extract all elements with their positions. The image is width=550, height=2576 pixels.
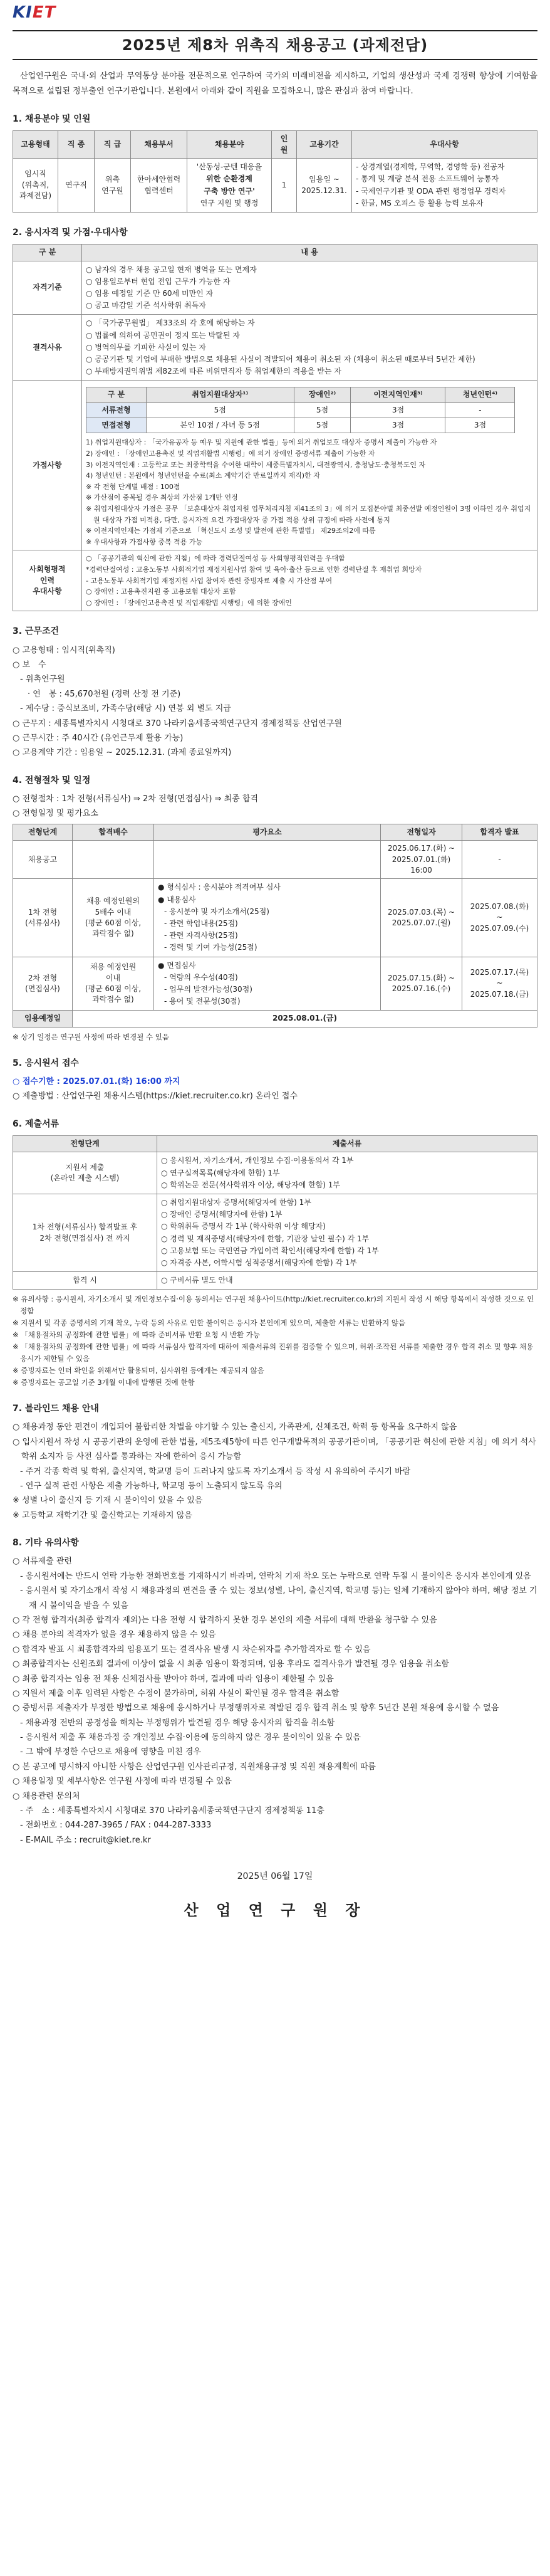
documents-notes — [13, 1293, 537, 1389]
qualification-item: ○ 공고 마감일 기준 석사학위 취득자 — [86, 301, 206, 310]
bonus-cell: 3점 — [351, 402, 445, 418]
disqualification-item: ○ 법률에 의하여 공민권이 정지 또는 박탈된 자 — [86, 330, 240, 340]
disqualification-item: ○ 「국가공무원법」 제33조의 각 호에 해당하는 자 — [86, 318, 255, 328]
doc-note: ※ 「채용절차의 공정화에 관한 법률」에 따라 서류심사 합격자에 대하여 제출서류의 진위를 검증할 수 있으며, 허위·조작된 서류를 제출한 경우 합격 취소 및 향후 채용 응시가 제한될 수 있음 — [13, 1342, 534, 1364]
condition-line: ○ 보 수 — [13, 660, 46, 670]
bonus-row — [86, 418, 515, 433]
doc-stage-cell: 지원서 제출 (온라인 제출 시스템) — [13, 1152, 157, 1194]
other-line: - 응시원서 제출 후 채용과정 중 개인정보 수집·이용에 동의하지 않은 경우 불이익이 있을 수 있음 — [20, 1733, 361, 1743]
blind-line: - 연구 실적 관련 사항은 제출 가능하나, 학교명 등이 노출되지 않도록 유의 — [20, 1481, 283, 1491]
section-4-title: 4. 전형절차 및 일정 — [13, 775, 91, 786]
cell-period: 임용일 ~ 2025.12.31. — [297, 159, 352, 213]
bonus-note: 3) 이전지역인재 : 고등학교 또는 최종학력을 수여한 대학이 세종특별자치시, 대전광역시, 충청남도·충청북도인 자 — [86, 460, 426, 469]
cell-grade: 위촉 연구원 — [95, 159, 131, 213]
blind-line: - 주거 각종 학력 및 학위, 출신지역, 학교명 등이 드러나지 않도록 자기소개서 등 작성 시 유의하여 주시기 바람 — [20, 1466, 411, 1476]
header-doc-list: 제출서류 — [157, 1136, 537, 1152]
selection-process — [13, 792, 537, 821]
header-field: 채용분야 — [187, 131, 272, 159]
multiplier-cell: 채용 예정인원의 5배수 이내 (평균 60점 이상, 과락점수 없) — [73, 879, 154, 957]
qualification-item: ○ 임용 예정일 기준 만 60세 미만인 자 — [86, 288, 214, 298]
multiplier-cell: 채용 예정인원 이내 (평균 60점 이상, 과락점수 없) — [73, 957, 154, 1011]
doc-note: ※ 증빙자료는 공고일 기준 3개월 이내에 발행된 것에 한함 — [13, 1378, 195, 1387]
bonus-row — [86, 402, 515, 418]
header-job: 직 종 — [58, 131, 95, 159]
other-line: - 주 소 : 세종특별자치시 시청대로 370 나라키움세종국책연구단지 경제정책동 11층 — [20, 1806, 324, 1816]
doc-note: ※ 「채용절차의 공정화에 관한 법률」에 따라 준비서류 반환 요청 시 반환 가능 — [13, 1330, 261, 1340]
cell-job: 연구직 — [58, 159, 95, 213]
bonus-header: 장애인²⁾ — [294, 387, 351, 402]
cell-preferences — [352, 159, 537, 213]
section-2-title: 2. 응시자격 및 가점·우대사항 — [13, 227, 128, 238]
doc-note: ※ 지원서 및 각종 증명서의 기재 착오, 누락 등의 사유로 인한 불이익은 응시자 본인에게 있으며, 제출한 서류는 반환하지 않음 — [13, 1318, 406, 1328]
doc-note: ※ 증빙자료는 인터 확인을 위해서만 활용되며, 심사위원 등에게는 제공되지 않음 — [13, 1366, 264, 1375]
section-7-title: 7. 블라인드 채용 안내 — [13, 1404, 99, 1414]
multiplier-cell — [73, 841, 154, 879]
date-cell: 2025.07.03.(목) ~ 2025.07.07.(월) — [381, 879, 462, 957]
blind-line: ※ 고등학교 재학기간 및 출신학교는 기재하지 않음 — [13, 1510, 192, 1520]
application-info — [13, 1075, 537, 1104]
logo-et: ET — [32, 3, 56, 23]
cell-dept: 한아세안협력 협력센터 — [131, 159, 187, 213]
condition-line: ○ 고용형태 : 임시직(위촉직) — [13, 645, 115, 655]
cell-count: 1 — [272, 159, 297, 213]
other-line: ○ 본 공고에 명시하지 아니한 사항은 산업연구원 인사관리규정, 직원채용규정 및 직원 채용계획에 따름 — [13, 1762, 376, 1772]
doc-item: ○ 취업지원대상자 증명서(해당자에 한함) 1부 — [161, 1198, 311, 1207]
other-line: - 그 밖에 부정한 수단으로 채용에 영향을 미친 경우 — [20, 1747, 201, 1757]
eval-item: - 관련 자격사항(25점) — [164, 931, 238, 940]
header-date: 전형일자 — [381, 824, 462, 840]
bonus-cell: 서류전형 — [86, 402, 147, 418]
evaluation-cell — [154, 841, 381, 879]
bonus-header: 이전지역인재³⁾ — [351, 387, 445, 402]
doc-note: ※ 유의사항 : 응시원서, 자기소개서 및 개인정보수집·이용 동의서는 연구원 채용사이트(http://kiet.recruiter.co.kr)의 지원서 작성 시 해당 항목에서 작성한 것으로 인정함 — [13, 1295, 534, 1316]
bonus-cell: 5점 — [146, 402, 294, 418]
qualifications-list — [82, 261, 537, 315]
eval-item: - 경력 및 기여 가능성(25점) — [164, 943, 257, 952]
row-social-equity — [13, 550, 537, 611]
bonus-note: ※ 이전지역인재는 가점제 기준으로 「혁신도시 조성 및 발전에 관한 특별법」 제29조의2에 따름 — [86, 527, 376, 535]
condition-line: ○ 근무지 : 세종특별자치시 시청대로 370 나라키움세종국책연구단지 경제정책동 산업연구원 — [13, 718, 342, 728]
schedule-table — [13, 824, 537, 1028]
documents-row — [13, 1152, 537, 1194]
announce-cell: 2025.07.17.(목) ~ 2025.07.18.(금) — [462, 957, 537, 1011]
social-equity-item: *경력단절여성 : 고용노동부 사회적기업 재정지원사업 참여 및 육아·출산 등으로 인한 경력단절 후 재취업 희망자 — [86, 565, 422, 574]
doc-item: ○ 구비서류 별도 안내 — [161, 1276, 233, 1285]
page-title: 2025년 제8차 위촉직 채용공고 (과제전담) — [122, 36, 428, 54]
field-line: 위한 순환경제 — [206, 174, 252, 184]
bonus-cell: - — [445, 402, 515, 418]
header-doc-stage: 전형단계 — [13, 1136, 157, 1152]
social-equity-item: - 고용노동부 사회적기업 재정지원 사업 참여자 관련 증빙자료 제출 시 가산점 부여 — [86, 576, 333, 585]
evaluation-cell — [154, 879, 381, 957]
eval-item: - 업무의 발전가능성(30점) — [164, 984, 252, 994]
header-announce: 합격자 발표 — [462, 824, 537, 840]
pref-item: - 국제연구기관 및 ODA 관련 행정업무 경력자 — [356, 186, 506, 196]
date-cell: 2025.07.15.(화) ~ 2025.07.16.(수) — [381, 957, 462, 1011]
header-content: 내 용 — [82, 244, 537, 261]
row-disqualifications — [13, 315, 537, 381]
row-qualifications — [13, 261, 537, 315]
bonus-cell: 면접전형 — [86, 418, 147, 433]
condition-line: - 위촉연구원 — [20, 675, 65, 685]
other-line: - 응시원서 및 자기소개서 작성 시 채용과정의 편견을 줄 수 있는 정보(성별, 나이, 출신지역, 학교명 등)는 일체 기재하지 않아야 하며, 해당 정보 기재 시 불이익을 받을 수 있음 — [20, 1586, 537, 1611]
recruitment-table — [13, 130, 537, 213]
bonus-points-content — [82, 381, 537, 550]
other-line: - 채용과정 전반의 공정성을 해치는 부정행위가 발견될 경우 해당 응시자의 합격을 취소함 — [20, 1718, 335, 1728]
field-line: 구축 방안 연구' — [204, 186, 255, 196]
section-1-title: 1. 채용분야 및 인원 — [13, 114, 91, 125]
other-notes — [13, 1554, 537, 1848]
process-line: ○ 전형절차 : 1차 전형(서류심사) ⇒ 2차 전형(면접심사) ⇒ 최종 합격 — [13, 794, 258, 804]
other-line: ○ 지원서 제출 이후 입력된 사항은 수정이 불가하며, 허위 사실이 확인될 경우 합격을 취소함 — [13, 1688, 340, 1698]
label-social-equity: 사회형평적 인력 우대사항 — [13, 550, 82, 611]
bonus-points-table — [86, 387, 515, 433]
header-employment-type: 고용형태 — [13, 131, 58, 159]
row-bonus-points — [13, 381, 537, 550]
schedule-row-posting — [13, 841, 537, 879]
pref-item: - 통계 및 계량 분석 전용 소프트웨어 능통자 — [356, 174, 499, 184]
schedule-row-interview — [13, 957, 537, 1011]
other-line: - 응시원서에는 반드시 연락 가능한 전화번호를 기재하시기 바라며, 연락처 기재 착오 또는 누락으로 연락 두절 시 불이익은 응시자 본인에게 있음 — [20, 1571, 531, 1581]
social-equity-item: ○ 장애인 : 고용촉진지원 중 고용보험 대상자 포함 — [86, 587, 236, 596]
blind-line: ※ 성별 나이 출신지 등 기재 시 불이익이 있을 수 있음 — [13, 1496, 203, 1506]
issuer-signature: 산 업 연 구 원 장 — [184, 1901, 366, 1919]
bonus-notes — [86, 437, 533, 547]
field-line: '산동성-군텐 대응을 — [196, 162, 262, 172]
other-line: ○ 합격자 발표 시 최종합격자의 임용포기 또는 결격사유 발생 시 차순위자를 추가합격자로 할 수 있음 — [13, 1644, 371, 1654]
other-line: ○ 서류제출 관련 — [13, 1557, 72, 1567]
eval-item: - 응시분야 및 자기소개서(25점) — [164, 907, 269, 916]
pref-item: - 상경계열(경제학, 무역학, 경영학 등) 전공자 — [356, 162, 505, 172]
header-count: 인 원 — [272, 131, 297, 159]
documents-row — [13, 1194, 537, 1272]
recruitment-row — [13, 159, 537, 213]
bonus-cell: 3점 — [445, 418, 515, 433]
bonus-note: 4) 청년인턴 : 본원에서 청년인턴을 수료(최소 계약기간 만료일까지 재직)한 자 — [86, 471, 320, 480]
kiet-logo — [13, 0, 537, 25]
doc-item: ○ 연구실적목록(해당자에 한함) 1부 — [161, 1168, 280, 1177]
doc-item: ○ 학위논문 전문(석사학위자 이상, 해당자에 한함) 1부 — [161, 1180, 341, 1189]
schedule-header-row — [13, 824, 537, 840]
blind-line: ○ 입사지원서 작성 시 공공기관의 운영에 관한 법률, 제5조제5항에 따른 연구개발목적의 공공기관이며, 「공공기관 혁신에 관한 지침」에 의거 석사학위 소지자 등 사전 심사를 통과하는 자에 한하여 응시 가능함 — [13, 1437, 536, 1462]
label-qualifications: 자격기준 — [13, 261, 82, 315]
announce-cell: - — [462, 841, 537, 879]
social-equity-list — [82, 550, 537, 611]
bonus-header: 취업지원대상자¹⁾ — [146, 387, 294, 402]
condition-line: - 제수당 : 중식보조비, 가족수당(해당 시) 연봉 외 별도 지급 — [20, 704, 231, 714]
eval-item: ● 내용심사 — [158, 895, 196, 904]
other-line: ○ 채용일정 및 세부사항은 연구원 사정에 따라 변경될 수 있음 — [13, 1777, 232, 1787]
qualification-item: ○ 임용일로부터 현업 전입 근무가 가능한 자 — [86, 276, 231, 286]
deadline-line: ○ 접수기한 : 2025.07.01.(화) 16:00 까지 — [13, 1076, 180, 1086]
date-cell: 2025.06.17.(화) ~ 2025.07.01.(화) 16:00 — [381, 841, 462, 879]
blind-hiring-info — [13, 1420, 537, 1523]
other-line: ○ 채용관련 문의처 — [13, 1791, 80, 1801]
eval-item: ● 형식심사 : 응시분야 적격여부 심사 — [158, 883, 281, 892]
header-period: 고용기간 — [297, 131, 352, 159]
other-line: ○ 채용 분야의 적격자가 없을 경우 채용하지 않을 수 있음 — [13, 1630, 216, 1640]
bonus-cell: 5점 — [294, 418, 351, 433]
disqualification-item: ○ 부패방지권익위법 제82조에 따른 비위면직자 등 취업제한의 적용을 받는 자 — [86, 367, 341, 376]
intro-paragraph: 산업연구원은 국내·외 산업과 무역통상 분야를 전문적으로 연구하여 국가의 미래비전을 제시하고, 기업의 생산성과 국제 경쟁력 향상에 기여함을 목적으로 설립된 정부출연 연구기관입니다. 본원에서 아래와 같이 직원을 모집하오니, 많은 관심과 참여 바랍니다. — [13, 71, 537, 97]
bonus-note: ※ 우대사항과 가점사항 중복 적용 가능 — [86, 537, 203, 546]
header-dept: 채용부서 — [131, 131, 187, 159]
doc-stage-cell: 합격 시 — [13, 1272, 157, 1290]
eval-item: - 역량의 우수성(40점) — [164, 972, 238, 982]
disqualification-item: ○ 공공기관 및 기업에 부패한 방법으로 채용된 사실이 적발되어 채용이 취소된 자 (채용이 취소된 때로부터 5년간 제한) — [86, 354, 475, 364]
header-category: 구 분 — [13, 244, 82, 261]
bonus-header: 청년인턴⁴⁾ — [445, 387, 515, 402]
pref-item: - 한글, MS 오피스 등 활용 능력 보유자 — [356, 198, 484, 208]
bonus-header: 구 분 — [86, 387, 147, 402]
bonus-note: ※ 각 전형 단계별 배점 : 100점 — [86, 482, 180, 491]
schedule-row-appointment — [13, 1011, 537, 1027]
field-line: 연구 지원 및 행정 — [200, 198, 259, 208]
bonus-note: 1) 취업지원대상자 : 「국가유공자 등 예우 및 지원에 관한 법률」등에 의거 취업보호 대상자 증명서 제출이 가능한 자 — [86, 438, 437, 447]
header-evaluation: 평가요소 — [154, 824, 381, 840]
stage-cell: 2차 전형 (면접심사) — [13, 957, 73, 1011]
other-line: - 전화번호 : 044-287-3965 / FAX : 044-287-3333 — [20, 1821, 212, 1831]
header-multiplier: 합격배수 — [73, 824, 154, 840]
doc-list-cell — [157, 1194, 537, 1272]
doc-stage-cell: 1차 전형(서류심사) 합격발표 후 2차 전형(면접심사) 전 까지 — [13, 1194, 157, 1272]
disqualification-item: ○ 병역의무를 기피한 사실이 있는 자 — [86, 342, 206, 352]
doc-list-cell — [157, 1272, 537, 1290]
bonus-cell: 3점 — [351, 418, 445, 433]
title-bar — [13, 30, 537, 60]
other-line: ○ 최종합격자는 신원조회 결과에 이상이 없을 시 최종 임용이 확정되며, 임용 후라도 결격사유가 발견될 경우 임용을 취소함 — [13, 1659, 449, 1669]
cell-employment-type: 임시직 (위촉직, 과제전담) — [13, 159, 58, 213]
header-preferences: 우대사항 — [352, 131, 537, 159]
announcement-date: 2025년 06월 17일 — [237, 1871, 313, 1882]
eval-item: ● 면접심사 — [158, 960, 196, 970]
disqualifications-list — [82, 315, 537, 381]
doc-item: ○ 장애인 증명서(해당자에 한함) 1부 — [161, 1210, 283, 1219]
header-stage: 전형단계 — [13, 824, 73, 840]
label-disqualifications: 결격사유 — [13, 315, 82, 381]
stage-cell: 1차 전형 (서류심사) — [13, 879, 73, 957]
documents-header-row — [13, 1136, 537, 1152]
qualification-table — [13, 244, 537, 611]
bonus-cell: 5점 — [294, 402, 351, 418]
cell-field — [187, 159, 272, 213]
section-3-title: 3. 근무조건 — [13, 626, 60, 637]
condition-line: · 연 봉 : 45,670천원 (경력 산정 전 기준) — [28, 689, 181, 699]
doc-item: ○ 고용보험 또는 국민연금 가입이력 확인서(해당자에 한함) 각 1부 — [161, 1246, 379, 1255]
other-line: - E-MAIL 주소 : recruit@kiet.re.kr — [20, 1835, 151, 1845]
condition-line: ○ 고용계약 기간 : 임용일 ~ 2025.12.31. (과제 종료일까지) — [13, 748, 232, 758]
condition-line: ○ 근무시간 : 주 40시간 (유연근무제 활용 가능) — [13, 733, 184, 744]
eval-item: - 용어 및 전문성(30점) — [164, 997, 241, 1006]
appointment-date: 2025.08.01.(금) — [73, 1011, 537, 1027]
announce-cell: 2025.07.08.(화) ~ 2025.07.09.(수) — [462, 879, 537, 957]
schedule-note: ※ 상기 일정은 연구원 사정에 따라 변경될 수 있음 — [13, 1032, 169, 1041]
doc-item: ○ 경력 및 재직증명서(해당자에 한함, 기관장 날인 필수) 각 1부 — [161, 1234, 370, 1243]
other-line: ○ 각 전형 합격자(최종 합격자 제외)는 다음 전형 시 합격하지 못한 경우 본인의 제출 서류에 대해 반환을 청구할 수 있음 — [13, 1615, 437, 1625]
documents-row — [13, 1272, 537, 1290]
doc-list-cell — [157, 1152, 537, 1194]
qualification-item: ○ 남자의 경우 채용 공고일 현재 병역을 또는 면제자 — [86, 265, 257, 274]
process-line: ○ 전형일정 및 평가요소 — [13, 809, 98, 819]
bonus-cell: 본인 10점 / 자녀 등 5점 — [146, 418, 294, 433]
bonus-note: 2) 장애인 : 「장애인고용촉진 및 직업재활법 시행령」에 의거 장애인 증명서류 제출이 가능한 자 — [86, 449, 375, 458]
doc-item: ○ 학위취득 증명서 각 1부 (학사학위 이상 해당자) — [161, 1222, 326, 1231]
eval-item: - 관련 학업내용(25점) — [164, 919, 238, 928]
evaluation-cell — [154, 957, 381, 1011]
schedule-row-document — [13, 879, 537, 957]
other-line: ○ 최종 합격자는 임용 전 채용 신체검사를 받아야 하며, 결과에 따라 임용이 제한될 수 있음 — [13, 1674, 334, 1684]
doc-item: ○ 자격증 사본, 어학시험 성적증명서(해당자에 한함) 각 1부 — [161, 1258, 358, 1267]
other-line: ○ 증빙서류 제출자가 부정한 방법으로 채용에 응시하거나 부정행위자로 적발된 경우 합격 취소 및 향후 5년간 본원 채용에 응시할 수 없음 — [13, 1703, 499, 1713]
logo-ki: KI — [13, 3, 33, 23]
social-equity-item: ○ 장애인 : 「장애인고용촉진 및 직업재활법 시행령」에 의한 장애인 — [86, 598, 292, 607]
documents-table — [13, 1135, 537, 1290]
recruitment-header-row — [13, 131, 537, 159]
bonus-note: ※ 가산점이 중복될 경우 최상의 가산점 1개만 인정 — [86, 493, 238, 502]
appointment-label: 임용예정일 — [13, 1011, 73, 1027]
work-conditions — [13, 643, 537, 760]
stage-cell: 채용공고 — [13, 841, 73, 879]
label-bonus-points: 가점사항 — [13, 381, 82, 550]
doc-item: ○ 응시원서, 자기소개서, 개인정보 수집·이용동의서 각 1부 — [161, 1156, 354, 1165]
section-8-title: 8. 기타 유의사항 — [13, 1538, 79, 1548]
bonus-note: ※ 취업지원대상자 가점은 공무 「보훈대상자 취업지원 업무처리지침 제41조의 3」에 의거 모집분야별 최종선발 예정인원이 3명 이하인 경우 취업지원 대상자 가점 미적용, 다만, 응시자격 요건 가점대상자 중 가점 적용 상위 규정에 따라 사전에 통지 — [86, 505, 531, 524]
section-6-title: 6. 제출서류 — [13, 1118, 60, 1129]
submission-method-line: ○ 제출방법 : 산업연구원 채용시스템(https://kiet.recruiter.co.kr) 온라인 접수 — [13, 1091, 298, 1101]
qualification-header-row — [13, 244, 537, 261]
section-5-title: 5. 응시원서 접수 — [13, 1058, 79, 1068]
blind-line: ○ 채용과정 동안 편견이 개입되어 불합리한 차별을 야기할 수 있는 출신지, 가족관계, 신체조건, 학력 등 항목을 요구하지 않음 — [13, 1422, 457, 1433]
social-equity-item: ○ 「공공기관의 혁신에 관한 지침」에 따라 경력단절여성 등 사회형평적인력을 우대함 — [86, 554, 345, 563]
header-grade: 직 급 — [95, 131, 131, 159]
bonus-header-row — [86, 387, 515, 402]
